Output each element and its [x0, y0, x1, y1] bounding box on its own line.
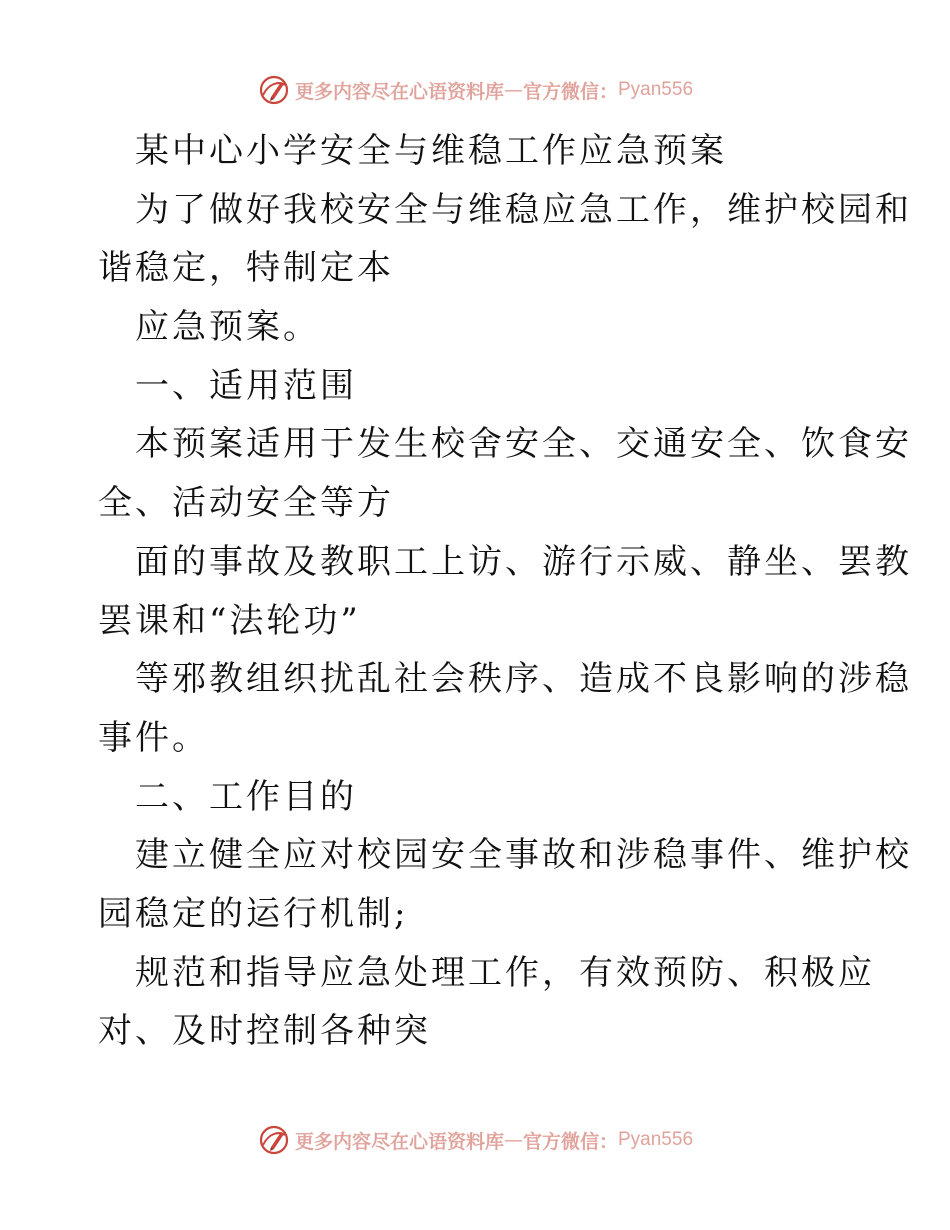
- paragraph-line: 为了做好我校安全与维稳应急工作，维护校园和: [135, 189, 912, 230]
- paragraph-line: 罢课和“法轮功”: [98, 600, 361, 641]
- paragraph-line: 对、及时控制各种突: [98, 1011, 431, 1052]
- paragraph-line: 面的事故及教职工上访、游行示威、静坐、罢教: [135, 541, 912, 582]
- section-heading: 一、适用范围: [135, 365, 357, 406]
- pen-swirl-logo-icon: [257, 1123, 291, 1157]
- watermark-label: 官方微信：: [522, 1130, 618, 1153]
- paragraph-line: 全、活动安全等方: [98, 483, 394, 524]
- paragraph-line: 等邪教组织扰乱社会秩序、造成不良影响的涉稳: [135, 659, 912, 700]
- document-body: [98, 122, 912, 1061]
- paragraph-line: 本预案适用于发生校舍安全、交通安全、饮食安: [135, 424, 912, 465]
- paragraph-line: 规范和指导应急处理工作，有效预防、积极应: [135, 952, 875, 993]
- watermark-account: Pyan556: [618, 79, 694, 100]
- paragraph-line: 园稳定的运行机制;: [98, 893, 409, 934]
- watermark-separator: —: [503, 1129, 523, 1151]
- watermark-text: 更多内容尽在心语资料库: [294, 1130, 504, 1153]
- watermark-separator: —: [503, 79, 523, 101]
- paragraph-line: 建立健全应对校园安全事故和涉稳事件、维护校: [135, 835, 912, 876]
- watermark-text: 更多内容尽在心语资料库: [294, 80, 504, 103]
- paragraph-line: 事件。: [98, 717, 209, 758]
- paragraph-line: 谐稳定，特制定本: [98, 248, 394, 289]
- pen-swirl-logo-icon: [257, 73, 291, 107]
- footer-watermark: [0, 1122, 950, 1158]
- header-watermark: [0, 72, 950, 108]
- section-heading: 二、工作目的: [135, 776, 357, 817]
- paragraph-line: 应急预案。: [135, 307, 320, 348]
- watermark-label: 官方微信：: [522, 80, 618, 103]
- document-title: 某中心小学安全与维稳工作应急预案: [135, 131, 727, 171]
- watermark-account: Pyan556: [618, 1129, 694, 1150]
